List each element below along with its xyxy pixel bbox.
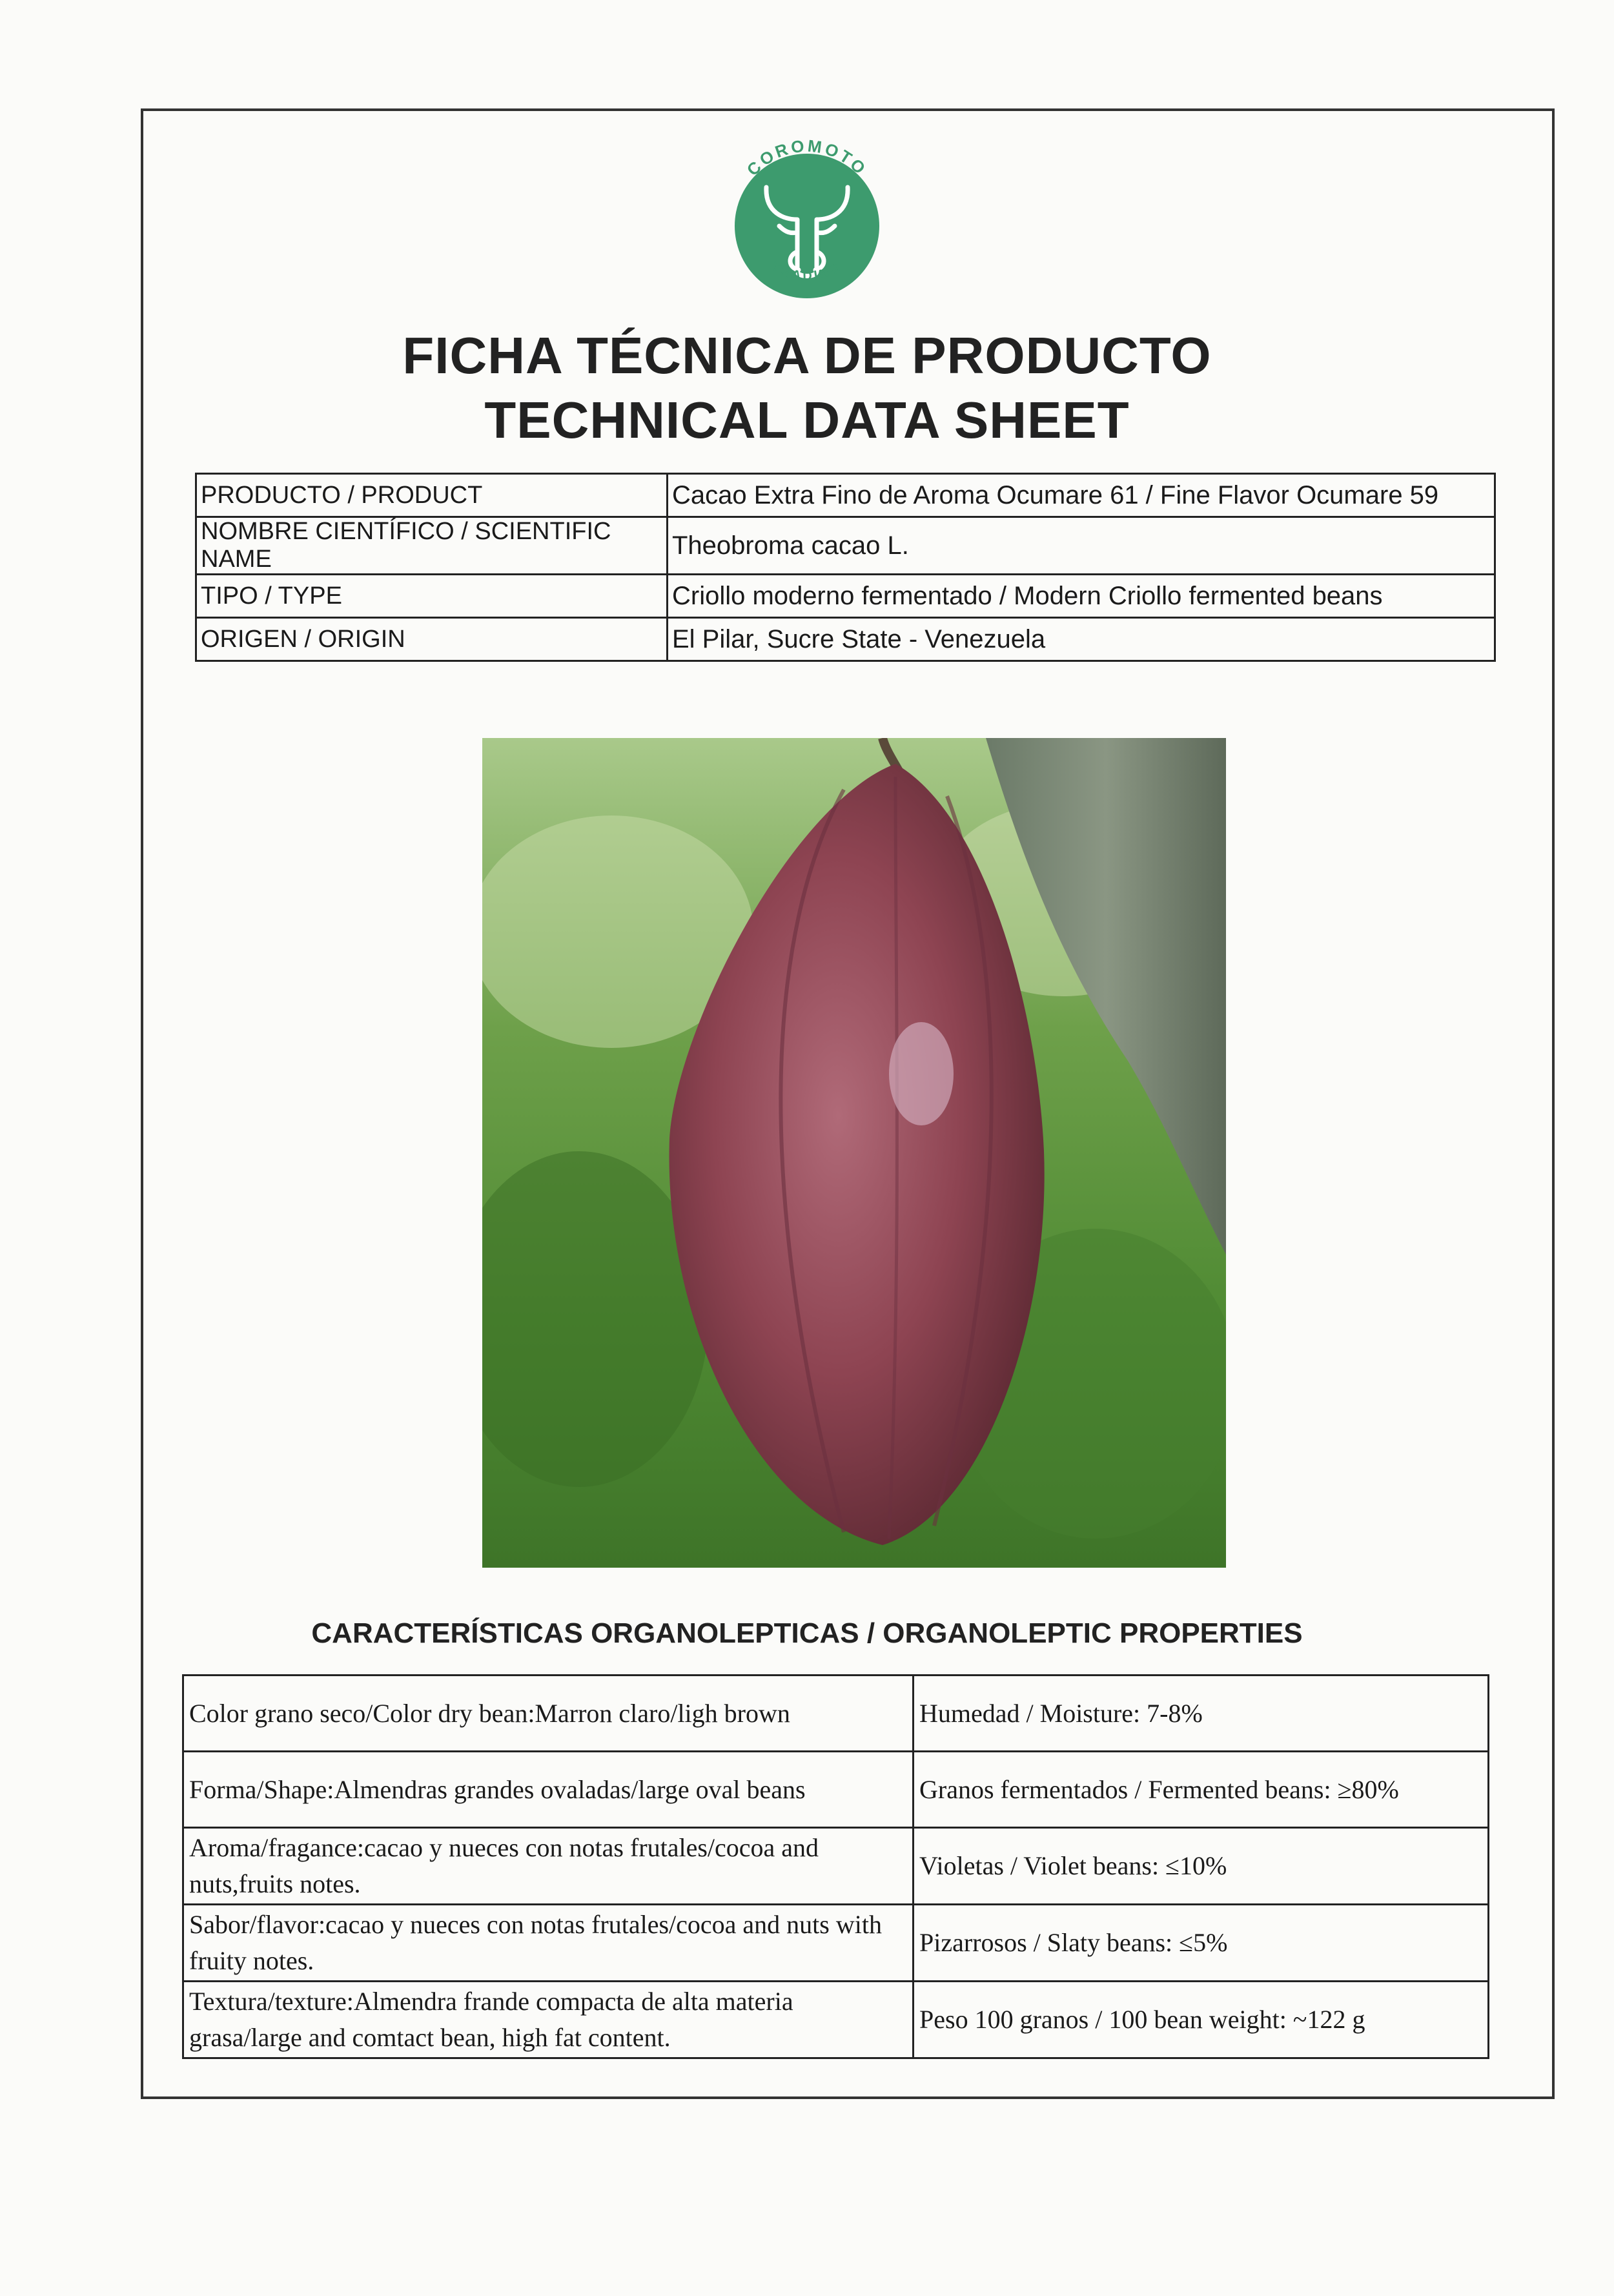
property-description: Forma/Shape:Almendras grandes ovaladas/large oval beans (183, 1752, 914, 1828)
property-value: Peso 100 granos / 100 bean weight: ~122 g (914, 1982, 1489, 2058)
property-value: Humedad / Moisture: 7-8% (914, 1676, 1489, 1752)
table-row (183, 1982, 1489, 2058)
property-description: Textura/texture:Almendra frande compacta de alta materia grasa/large and comtact bean, high fat content. (183, 1982, 914, 2058)
property-description: Sabor/flavor:cacao y nueces con notas frutales/cocoa and nuts with fruity notes. (183, 1905, 914, 1982)
property-value: Violetas / Violet beans: ≤10% (914, 1828, 1489, 1905)
table-row (196, 517, 1495, 575)
logo-top-text: COROMOTO (742, 136, 872, 180)
table-row (183, 1828, 1489, 1905)
info-label: NOMBRE CIENTÍFICO / SCIENTIFIC NAME (196, 517, 668, 575)
table-row (196, 575, 1495, 618)
organoleptic-title: CARACTERÍSTICAS ORGANOLEPTICAS / ORGANOLEPTIC PROPERTIES (311, 1617, 1303, 1649)
table-row (196, 618, 1495, 661)
info-value: Cacao Extra Fino de Aroma Ocumare 61 / Fine Flavor Ocumare 59 (668, 474, 1495, 517)
info-value: El Pilar, Sucre State - Venezuela (668, 618, 1495, 661)
info-value: Criollo moderno fermentado / Modern Criollo fermented beans (668, 575, 1495, 618)
table-row (183, 1905, 1489, 1982)
property-description: Aroma/fragance:cacao y nueces con notas frutales/cocoa and nuts,fruits notes. (183, 1828, 914, 1905)
property-value: Granos fermentados / Fermented beans: ≥80% (914, 1752, 1489, 1828)
property-description: Color grano seco/Color dry bean:Marron claro/ligh brown (183, 1676, 914, 1752)
cacao-pod-photo (482, 738, 1226, 1568)
table-row (183, 1676, 1489, 1752)
title-spanish: FICHA TÉCNICA DE PRODUCTO (402, 327, 1212, 384)
info-label: TIPO / TYPE (196, 575, 668, 618)
info-label: ORIGEN / ORIGIN (196, 618, 668, 661)
logo-bottom-text: TRADING (769, 260, 845, 283)
info-label: PRODUCTO / PRODUCT (196, 474, 668, 517)
organoleptic-table (182, 1674, 1489, 2059)
table-row (183, 1752, 1489, 1828)
coromoto-logo (726, 123, 888, 316)
table-row (196, 474, 1495, 517)
info-value: Theobroma cacao L. (668, 517, 1495, 575)
product-info-table (195, 473, 1496, 662)
property-value: Pizarrosos / Slaty beans: ≤5% (914, 1905, 1489, 1982)
title-english: TECHNICAL DATA SHEET (484, 391, 1130, 449)
